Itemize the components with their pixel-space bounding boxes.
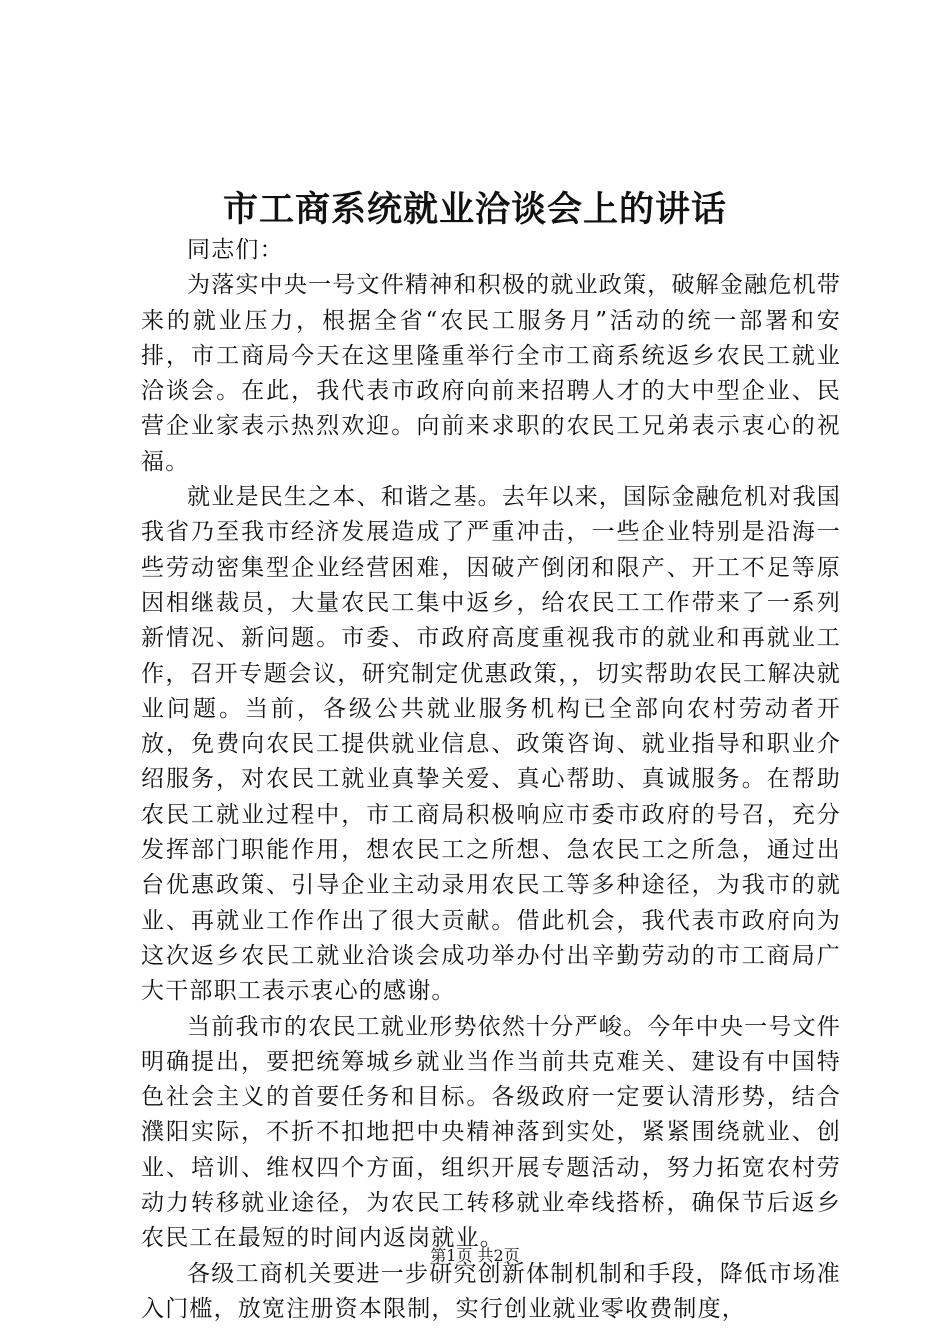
- paragraph: 当前我市的农民工就业形势依然十分严峻。今年中央一号文件明确提出，要把统筹城乡就业当作当前共克难关、建设有中国特色社会主义的首要任务和目标。各级政府一定要认清形势，结合濮阳实际，不折不扣地把中央精神落到实处，紧紧围绕就业、创业、培训、维权四个方面，组织开展专题活动，努力拓宽农村劳动力转移就业途径，为农民工转移就业牵线搭桥，确保节后返乡农民工在最短的时间内返岗就业。: [141, 1013, 841, 1252]
- paragraph: 就业是民生之本、和谐之基。去年以来，国际金融危机对我国我省乃至我市经济发展造成了严重冲击，一些企业特别是沿海一些劳动密集型企业经营困难，因破产倒闭和限产、开工不足等原因相继裁员，大量农民工集中返乡，给农民工工作带来了一系列新情况、新问题。市委、市政府高度重视我市的就业和再就业工作，召开专题会议，研究制定优惠政策，，切实帮助农民工解决就业问题。当前，各级公共就业服务机构已全部向农村劳动者开放，免费向农民工提供就业信息、政策咨询、就业指导和职业介绍服务，对农民工就业真挚关爱、真心帮助、真诚服务。在帮助农民工就业过程中，市工商局积极响应市委市政府的号召，充分发挥部门职能作用，想农民工之所想、急农民工之所急，通过出台优惠政策、引导企业主动录用农民工等多种途径，为我市的就业、再就业工作作出了很大贡献。借此机会，我代表市政府向为这次返乡农民工就业洽谈会成功举办付出辛勤劳动的市工商局广大干部职工表示衷心的感谢。: [141, 484, 841, 1005]
- document-title: 市工商系统就业洽谈会上的讲话: [222, 189, 727, 230]
- salutation: 同志们：: [187, 237, 284, 263]
- paragraph: 各级工商机关要进一步研究创新体制机制和手段，降低市场准入门槛，放宽注册资本限制，实行创业就业零收费制度，: [141, 1260, 841, 1322]
- paragraph: 为落实中央一号文件精神和积极的就业政策，破解金融危机带来的就业压力，根据全省“农民工服务月”活动的统一部署和安排，市工商局今天在这里隆重举行全市工商系统返乡农民工就业洽谈会。在此，我代表市政府向前来招聘人才的大中型企业、民营企业家表示热烈欢迎。向前来求职的农民工兄弟表示衷心的祝福。: [141, 272, 841, 475]
- document-body: [141, 233, 841, 1327]
- page-footer: 第1页 共2页: [430, 1246, 520, 1265]
